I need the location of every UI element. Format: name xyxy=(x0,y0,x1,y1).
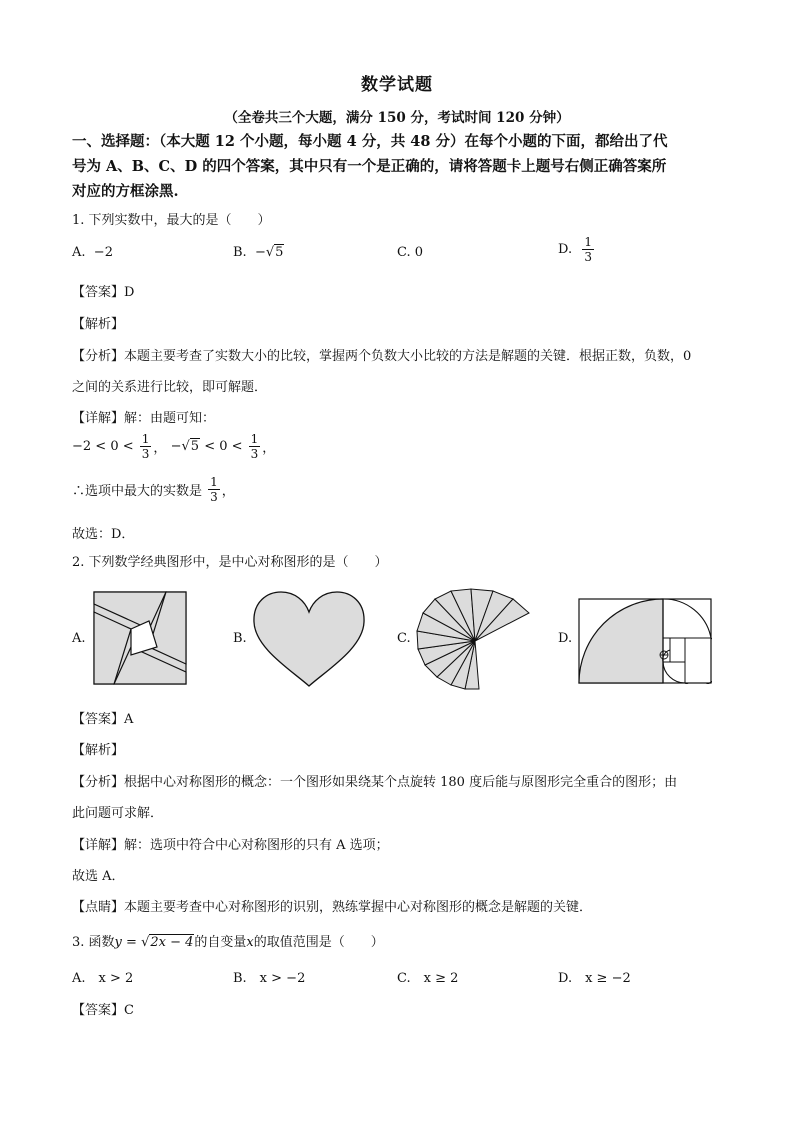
q2-answer: 【答案】A xyxy=(72,712,134,727)
q1-stem: 1. 下列实数中，最大的是（ ） xyxy=(72,213,271,228)
q3-stem-x: x xyxy=(246,935,254,950)
q1-option-b-radicand: 5 xyxy=(275,245,284,260)
q1-conclusion-text: ∴选项中最大的实数是 xyxy=(72,484,203,499)
q2-stem: 2. 下列数学经典图形中，是中心对称图形的是（ ） xyxy=(72,555,388,570)
q2-choice: 故选 A． xyxy=(72,869,125,884)
q3-stem-post-2: 的取值范围是（ ） xyxy=(253,935,384,950)
q3-stem-y: y xyxy=(114,935,122,950)
q3-option-c: C. x ≥ 2 xyxy=(397,971,459,986)
q3-stem-post-1: 的自变量 xyxy=(194,935,247,950)
q2-figure-a-pinwheel-square xyxy=(93,591,187,685)
q2-fenxi-line-2: 此问题可求解． xyxy=(72,806,164,821)
q1-ineq2-fraction xyxy=(249,432,261,461)
q1-inequality-line: −2 < 0 < $\frac{1}{3}$ ， −√5 < 0 < $\frac{1}{3}$ ， xyxy=(72,432,276,461)
q1-option-d xyxy=(558,235,596,264)
q1-ineq1-left: −2 < 0 < xyxy=(72,439,134,454)
q1-option-c xyxy=(397,245,423,260)
q1-conclusion xyxy=(72,475,235,504)
q1-fenxi-line-2: 之间的关系进行比较，即可解题． xyxy=(72,380,268,395)
q3-option-d: D. x ≥ −2 xyxy=(558,971,631,986)
q1-choice: 故选：D． xyxy=(72,527,135,542)
section-intro-line-2: 号为 A、B、C、D 的四个答案，其中只有一个是正确的，请将答题卡上题号右侧正确答案所 xyxy=(72,158,667,175)
q1-ineq2-denominator: 3 xyxy=(250,447,259,461)
q1-option-b-label: B. xyxy=(233,245,247,260)
q1-option-b: B. −√5 xyxy=(233,245,284,260)
q1-conclusion-fraction xyxy=(208,475,220,504)
q1-option-a-label: A. xyxy=(72,245,86,260)
q1-conclusion-denominator: 3 xyxy=(210,490,218,504)
q1-ineq2-radicand: 5 xyxy=(190,439,200,454)
q1-option-b-prefix: − xyxy=(254,245,266,260)
q3-stem-eq: = xyxy=(121,935,142,950)
q1-option-c-label: C. xyxy=(397,245,411,260)
q1-ineq-separator: ， xyxy=(153,441,167,456)
q1-option-d-label: D. xyxy=(558,242,573,257)
q1-option-a xyxy=(72,245,113,260)
q1-option-c-value: 0 xyxy=(414,245,424,260)
q1-ineq2-mid: < 0 < xyxy=(204,439,243,454)
q2-option-a-label: A. xyxy=(72,631,86,646)
q3-stem: 3. 函数y = √2x − 4的自变量x的取值范围是（ ） xyxy=(72,935,384,950)
q1-option-d-fraction xyxy=(582,235,594,264)
q1-ineq2-minus: − xyxy=(170,439,182,454)
section-intro-line-1: 一、选择题：（本大题 12 个小题，每小题 4 分，共 48 分）在每个小题的下面，都给出了代 xyxy=(72,133,668,150)
section-intro-line-3: 对应的方框涂黑. xyxy=(72,183,179,200)
q1-ineq2-numerator: 1 xyxy=(250,432,259,446)
q2-xiangjie: 【详解】解：选项中符合中心对称图形的只有 A 选项； xyxy=(72,838,389,853)
q2-figure-c-fan-spiral xyxy=(413,587,531,693)
q3-stem-radicand: 2x − 4 xyxy=(150,935,194,950)
q1-ineq1-fraction xyxy=(140,432,152,461)
q2-dianjing: 【点睛】本题主要考查中心对称图形的识别，熟练掌握中心对称图形的概念是解题的关键． xyxy=(72,900,593,915)
q2-option-c-label: C. xyxy=(397,631,411,646)
q2-figure-d-golden-spiral xyxy=(578,598,712,684)
page-title: 数学试题 xyxy=(361,75,433,95)
q1-option-d-numerator: 1 xyxy=(584,235,592,249)
q1-ineq-end: ， xyxy=(262,441,276,456)
q3-stem-prefix: 3. 函数 xyxy=(72,935,115,950)
q3-answer: 【答案】C xyxy=(72,1003,134,1018)
q2-option-b-label: B. xyxy=(233,631,247,646)
q1-xiangjie: 【详解】解：由题可知： xyxy=(72,411,216,426)
q1-conclusion-end: ， xyxy=(221,484,235,499)
q1-ineq1-numerator: 1 xyxy=(141,432,150,446)
q2-analysis-tag: 【解析】 xyxy=(72,743,125,758)
q2-fenxi-line-1: 【分析】根据中心对称图形的概念：一个图形如果绕某个点旋转 180 度后能与原图形完全重合的图形；由 xyxy=(72,775,678,790)
q1-answer: 【答案】D xyxy=(72,285,135,300)
page-subtitle: （全卷共三个大题，满分 150 分，考试时间 120 分钟） xyxy=(224,110,570,126)
q2-figure-b-heart xyxy=(251,590,367,688)
q1-conclusion-numerator: 1 xyxy=(210,475,218,489)
q3-option-a: A. x > 2 xyxy=(72,971,134,986)
q3-option-b: B. x > −2 xyxy=(233,971,306,986)
q1-analysis-tag: 【解析】 xyxy=(72,317,125,332)
q1-option-a-value: −2 xyxy=(93,245,113,260)
q1-option-d-denominator: 3 xyxy=(584,250,592,264)
q1-fenxi-line-1: 【分析】本题主要考查了实数大小的比较，掌握两个负数大小比较的方法是解题的关键．根据正数，负数，0 xyxy=(72,349,692,364)
q1-ineq1-denominator: 3 xyxy=(141,447,150,461)
q2-option-d-label: D. xyxy=(558,631,573,646)
